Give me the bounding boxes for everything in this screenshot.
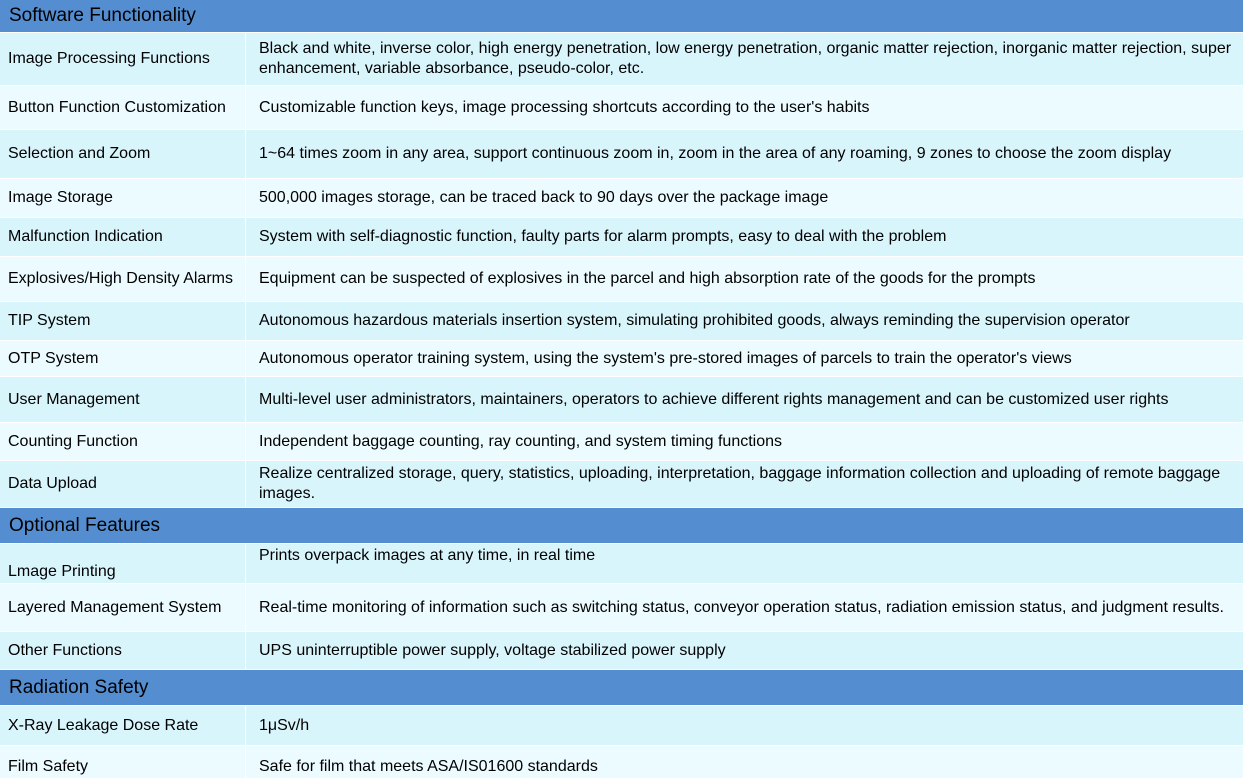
row-label: User Management	[0, 377, 246, 422]
row-label: Button Function Customization	[0, 86, 246, 129]
table-row	[0, 377, 1243, 423]
row-label: Selection and Zoom	[0, 130, 246, 178]
row-label: Lmage Printing	[0, 544, 246, 583]
table-row	[0, 544, 1243, 584]
section-header-software: Software Functionality	[0, 0, 1243, 33]
row-label: Film Safety	[0, 746, 246, 778]
row-value: UPS uninterruptible power supply, voltage stabilized power supply	[259, 641, 726, 659]
table-row	[0, 218, 1243, 257]
row-value: System with self-diagnostic function, faulty parts for alarm prompts, easy to deal with the problem	[259, 228, 947, 245]
table-row	[0, 33, 1243, 86]
row-value: Safe for film that meets ASA/IS01600 standards	[259, 758, 598, 775]
row-value: 1μSv/h	[259, 716, 310, 734]
table-row	[0, 706, 1243, 746]
table-row	[0, 632, 1243, 670]
table-row	[0, 746, 1243, 778]
row-value: Autonomous operator training system, using the system's pre-stored images of parcels to train the operator's views	[259, 349, 1072, 367]
row-value: Realize centralized storage, query, statistics, uploading, interpretation, baggage information collection and uploading of remote baggage images.	[259, 465, 1221, 502]
row-label: Other Functions	[0, 632, 246, 669]
row-value: 500,000 images storage, can be traced back to 90 days over the package image	[259, 189, 829, 206]
row-value: Real-time monitoring of information such as switching status, conveyor operation status, radiation emission status, and judgment results.	[259, 598, 1224, 616]
row-label: X-Ray Leakage Dose Rate	[0, 706, 246, 745]
table-row	[0, 86, 1243, 130]
row-label: Explosives/High Density Alarms	[0, 257, 246, 301]
row-value: Customizable function keys, image processing shortcuts according to the user's habits	[259, 98, 870, 116]
row-label: TIP System	[0, 302, 246, 340]
row-value: Prints overpack images at any time, in real time	[259, 547, 596, 564]
row-value: Black and white, inverse color, high energy penetration, low energy penetration, organic matter rejection, inorganic matter rejection, super enhancement, variable absorbance, pseudo-color, etc.	[259, 40, 1232, 77]
table-row	[0, 302, 1243, 341]
row-value: Autonomous hazardous materials insertion system, simulating prohibited goods, always reminding the supervision operator	[259, 312, 1130, 329]
table-row	[0, 341, 1243, 377]
table-row	[0, 130, 1243, 179]
table-row	[0, 257, 1243, 302]
section-header-optional: Optional Features	[0, 508, 1243, 544]
row-label: Malfunction Indication	[0, 218, 246, 256]
row-label: Layered Management System	[0, 584, 246, 631]
row-value: Equipment can be suspected of explosives in the parcel and high absorption rate of the goods for the prompts	[259, 270, 1036, 287]
table-row	[0, 423, 1243, 461]
table-row	[0, 461, 1243, 508]
row-label: Data Upload	[0, 461, 246, 507]
row-label: OTP System	[0, 341, 246, 376]
row-label: Image Storage	[0, 179, 246, 217]
row-value: Multi-level user administrators, maintainers, operators to achieve different rights management and can be customized user rights	[259, 390, 1169, 408]
row-label: Counting Function	[0, 423, 246, 460]
row-label: Image Processing Functions	[0, 33, 246, 85]
row-value: Independent baggage counting, ray counting, and system timing functions	[259, 432, 783, 450]
table-row	[0, 584, 1243, 632]
table-row	[0, 179, 1243, 218]
row-value: 1~64 times zoom in any area, support continuous zoom in, zoom in the area of any roaming, 9 zones to choose the zoom display	[259, 145, 1172, 162]
section-header-radiation: Radiation Safety	[0, 670, 1243, 706]
